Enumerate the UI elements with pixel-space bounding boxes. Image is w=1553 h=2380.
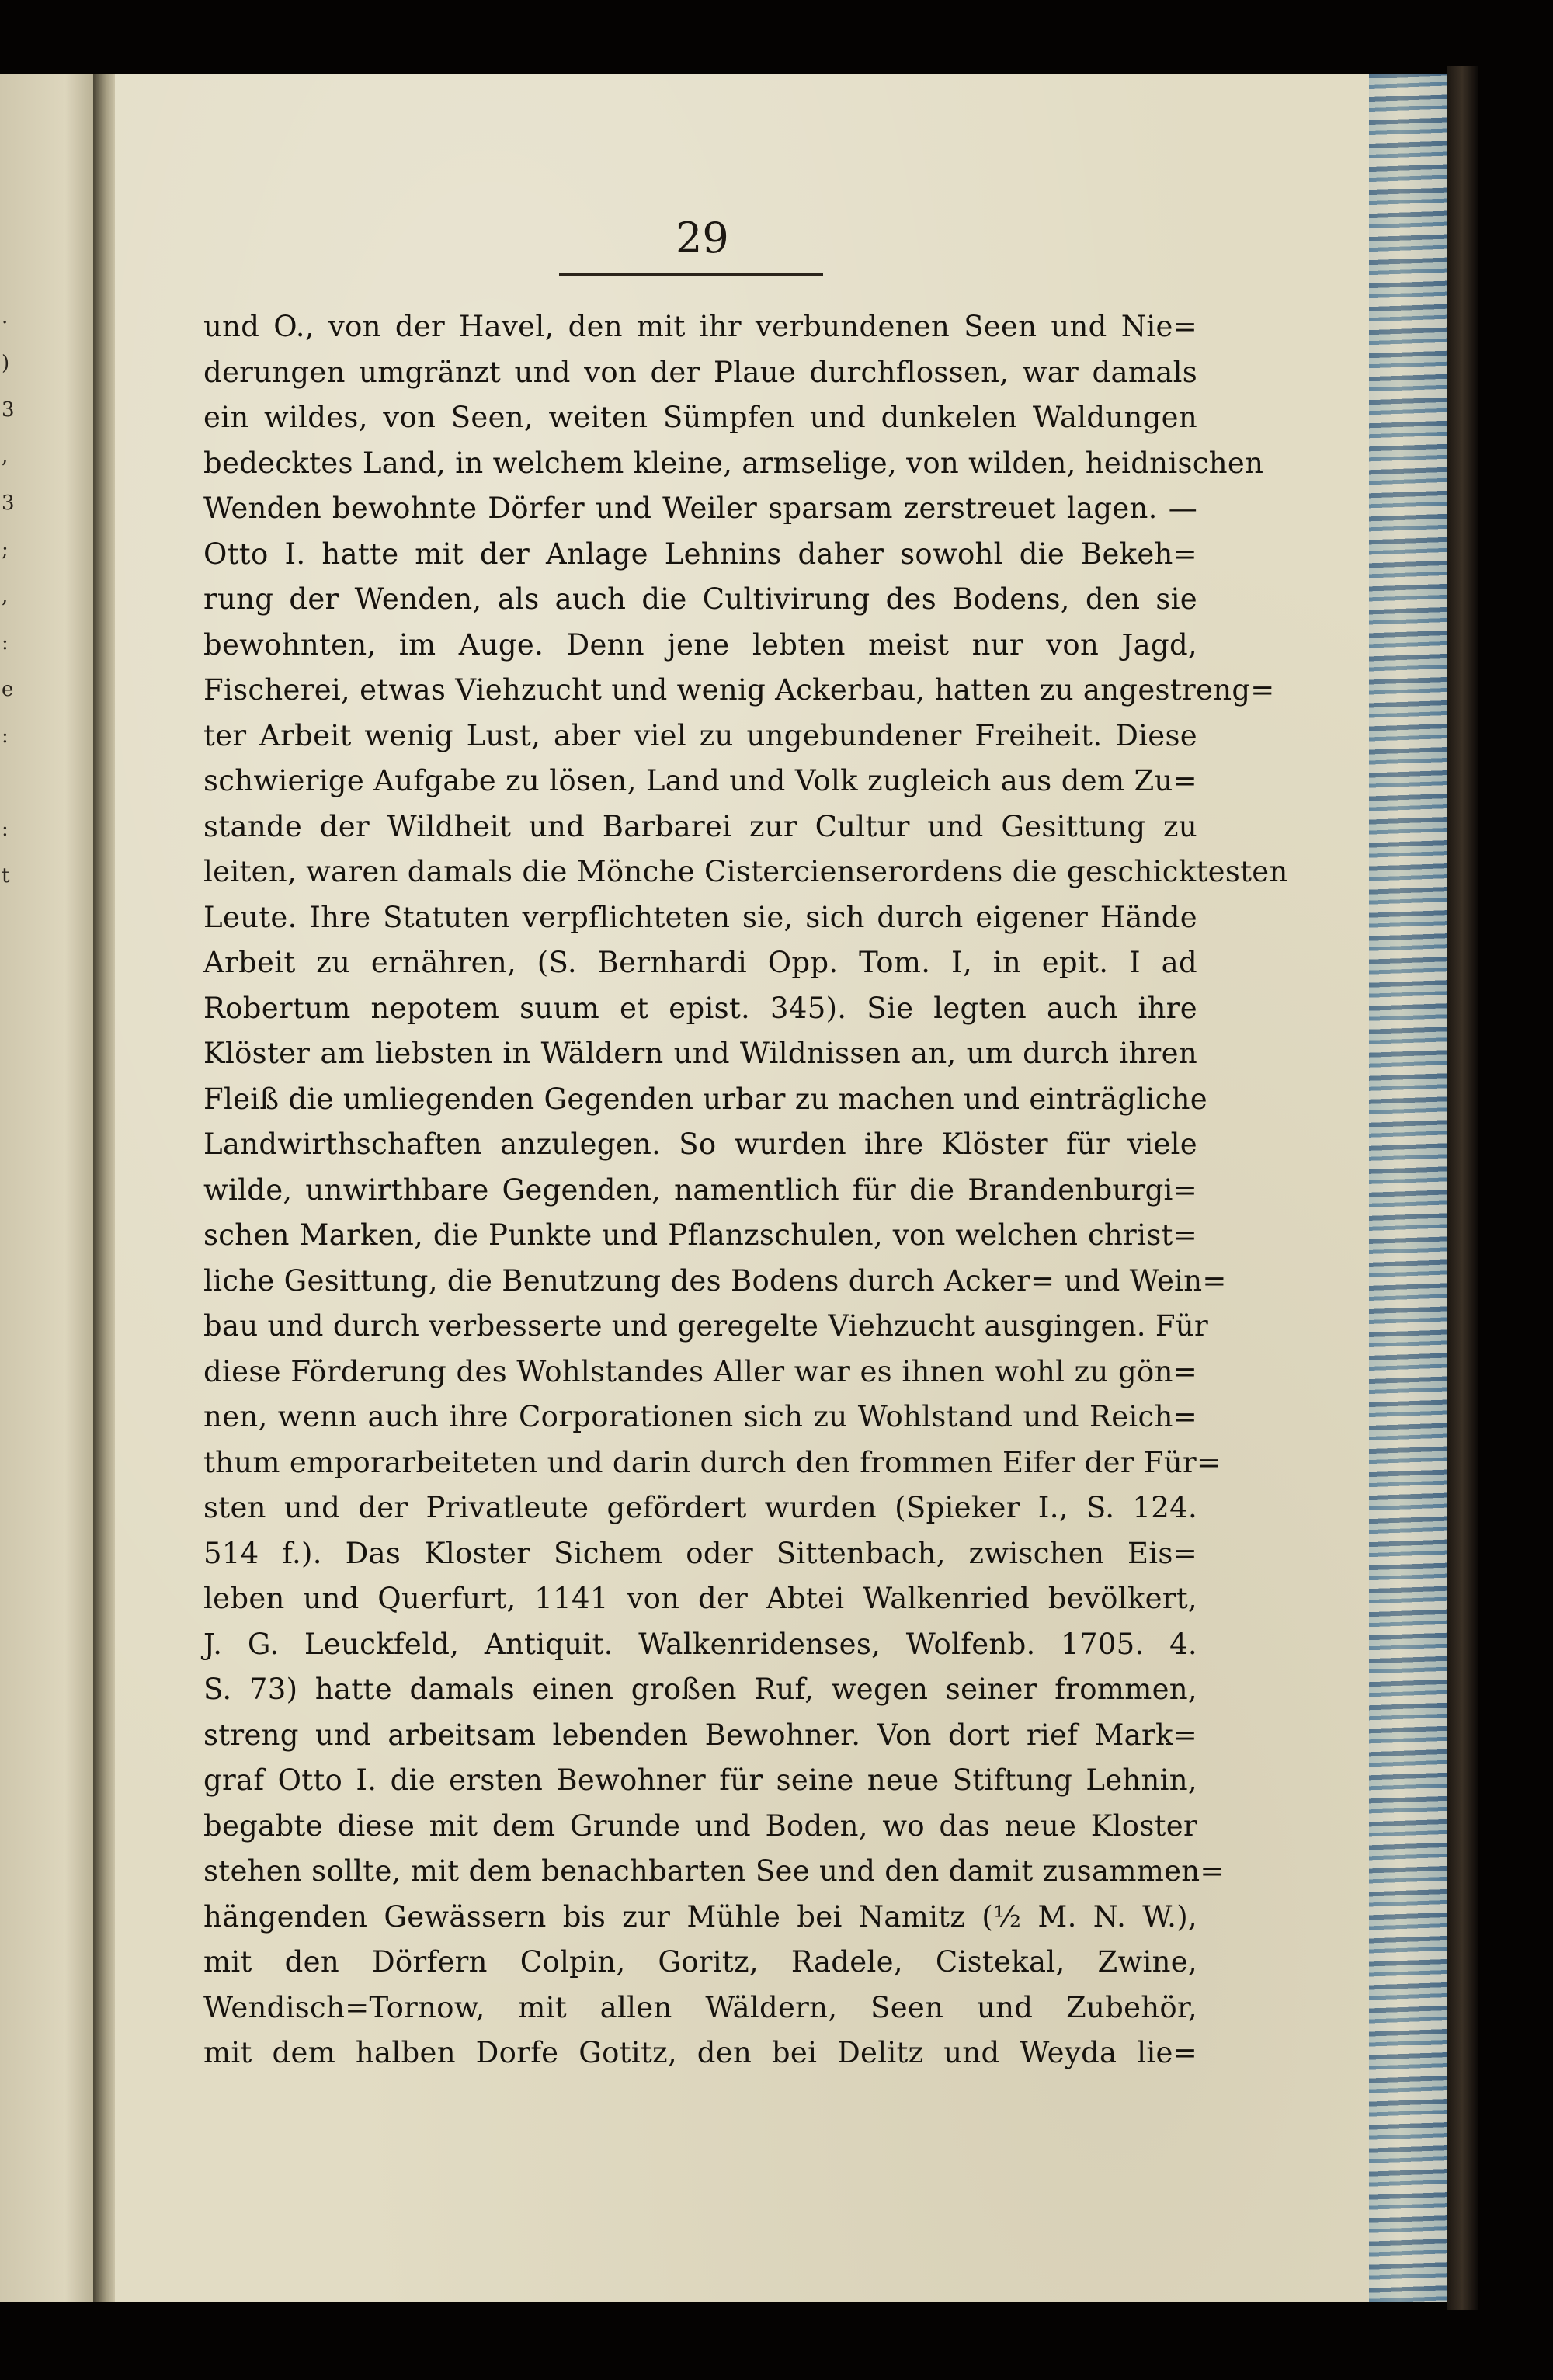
text-line: rung der Wenden, als auch die Cultivirung des Bodens, den sie (203, 582, 1197, 616)
text-line: mit dem halben Dorfe Gotitz, den bei Delitz und Weyda lie= (203, 2036, 1197, 2069)
facing-page-mark: : (2, 631, 9, 655)
text-line: Arbeit zu ernähren, (S. Bernhardi Opp. Tom. I, in epit. I ad (203, 946, 1197, 979)
facing-page-edge (0, 74, 93, 2302)
facing-page-mark: : (2, 818, 9, 841)
facing-page-mark: : (2, 724, 9, 748)
text-line: begabte diese mit dem Grunde und Boden, wo das neue Kloster (203, 1808, 1197, 1843)
text-line: Landwirthschaften anzulegen. So wurden ihre Klöster für viele (203, 1127, 1197, 1161)
text-line: Robertum nepotem suum et epist. 345). Sie legten auch ihre (203, 991, 1197, 1025)
text-line: hängenden Gewässern bis zur Mühle bei Namitz (½ M. N. W.), (203, 1899, 1197, 1934)
book-cover-edge (1447, 66, 1478, 2310)
page-number: 29 (676, 214, 729, 262)
text-line: bedecktes Land, in welchem kleine, armselige, von wilden, heidnischen (203, 446, 1264, 480)
text-line: leben und Querfurt, 1141 von der Abtei Walkenried bevölkert, (203, 1582, 1197, 1615)
text-line: mit den Dörfern Colpin, Goritz, Radele, Cistekal, Zwine, (203, 1945, 1197, 1979)
text-line: bau und durch verbesserte und geregelte Viehzucht ausgingen. Für (203, 1309, 1209, 1343)
facing-page-mark: , (2, 585, 9, 608)
text-line: ein wildes, von Seen, weiten Sümpfen und dunkelen Waldungen (203, 401, 1197, 434)
facing-page-mark: t (2, 864, 10, 888)
text-line: schen Marken, die Punkte und Pflanzschulen, von welchen christ= (203, 1218, 1197, 1252)
text-line: wilde, unwirthbare Gegenden, namentlich für die Brandenburgi= (203, 1173, 1197, 1207)
facing-page-mark: ; (2, 538, 9, 561)
marbled-fore-edge (1369, 74, 1447, 2302)
text-line: stande der Wildheit und Barbarei zur Cultur und Gesittung zu (203, 809, 1197, 843)
text-line: Klöster am liebsten in Wäldern und Wildnissen an, um durch ihren (203, 1037, 1197, 1070)
book-gutter (93, 74, 115, 2302)
text-line: diese Förderung des Wohlstandes Aller war es ihnen wohl zu gön= (203, 1354, 1197, 1388)
text-line: Leute. Ihre Statuten verpflichteten sie, sich durch eigener Hände (203, 900, 1197, 934)
text-line: liche Gesittung, die Benutzung des Bodens durch Acker= und Wein= (203, 1263, 1227, 1298)
text-line: thum emporarbeiteten und darin durch den frommen Eifer der Für= (203, 1445, 1221, 1479)
text-line: 514 f.). Das Kloster Sichem oder Sittenbach, zwischen Eis= (203, 1536, 1197, 1570)
text-line: graf Otto I. die ersten Bewohner für seine neue Stiftung Lehnin, (203, 1763, 1197, 1797)
text-line: sten und der Privatleute gefördert wurden (Spieker I., S. 124. (203, 1491, 1197, 1524)
text-line: S. 73) hatte damals einen großen Ruf, wegen seiner frommen, (203, 1673, 1197, 1706)
facing-page-mark: e (2, 678, 14, 701)
text-line: derungen umgränzt und von der Plaue durchflossen, war damals (203, 355, 1197, 389)
text-line: stehen sollte, mit dem benachbarten See und den damit zusammen= (203, 1854, 1225, 1888)
text-line: nen, wenn auch ihre Corporationen sich zu Wohlstand und Reich= (203, 1400, 1197, 1433)
facing-page-mark: ) (2, 352, 10, 375)
facing-page-mark: 3 (2, 492, 15, 515)
text-line: schwierige Aufgabe zu lösen, Land und Volk zugleich aus dem Zu= (203, 764, 1197, 797)
text-line: streng und arbeitsam lebenden Bewohner. Von dort rief Mark= (203, 1718, 1197, 1752)
text-line: J. G. Leuckfeld, Antiquit. Walkenridenses, Wolfenb. 1705. 4. (203, 1627, 1197, 1661)
text-line: Wenden bewohnte Dörfer und Weiler sparsam zerstreuet lagen. — (203, 492, 1197, 525)
text-line: ter Arbeit wenig Lust, aber viel zu ungebundener Freiheit. Diese (203, 718, 1197, 752)
header-rule (559, 273, 823, 276)
text-line: Otto I. hatte mit der Anlage Lehnins daher sowohl die Bekeh= (203, 537, 1197, 571)
body-text (203, 304, 1288, 2076)
text-line: Fischerei, etwas Viehzucht und wenig Ackerbau, hatten zu angestreng= (203, 673, 1275, 707)
text-line: leiten, waren damals die Mönche Cistercienserordens die geschicktesten (203, 855, 1288, 888)
text-line: Fleiß die umliegenden Gegenden urbar zu machen und einträgliche (203, 1082, 1207, 1116)
text-line: und O., von der Havel, den mit ihr verbundenen Seen und Nie= (203, 310, 1197, 343)
text-line: Wendisch=Tornow, mit allen Wäldern, Seen und Zubehör, (203, 1990, 1197, 2024)
facing-page-mark: , (2, 445, 9, 468)
text-line: bewohnten, im Auge. Denn jene lebten meist nur von Jagd, (203, 627, 1197, 662)
facing-page-mark: . (2, 305, 9, 328)
facing-page-mark: 3 (2, 398, 15, 422)
